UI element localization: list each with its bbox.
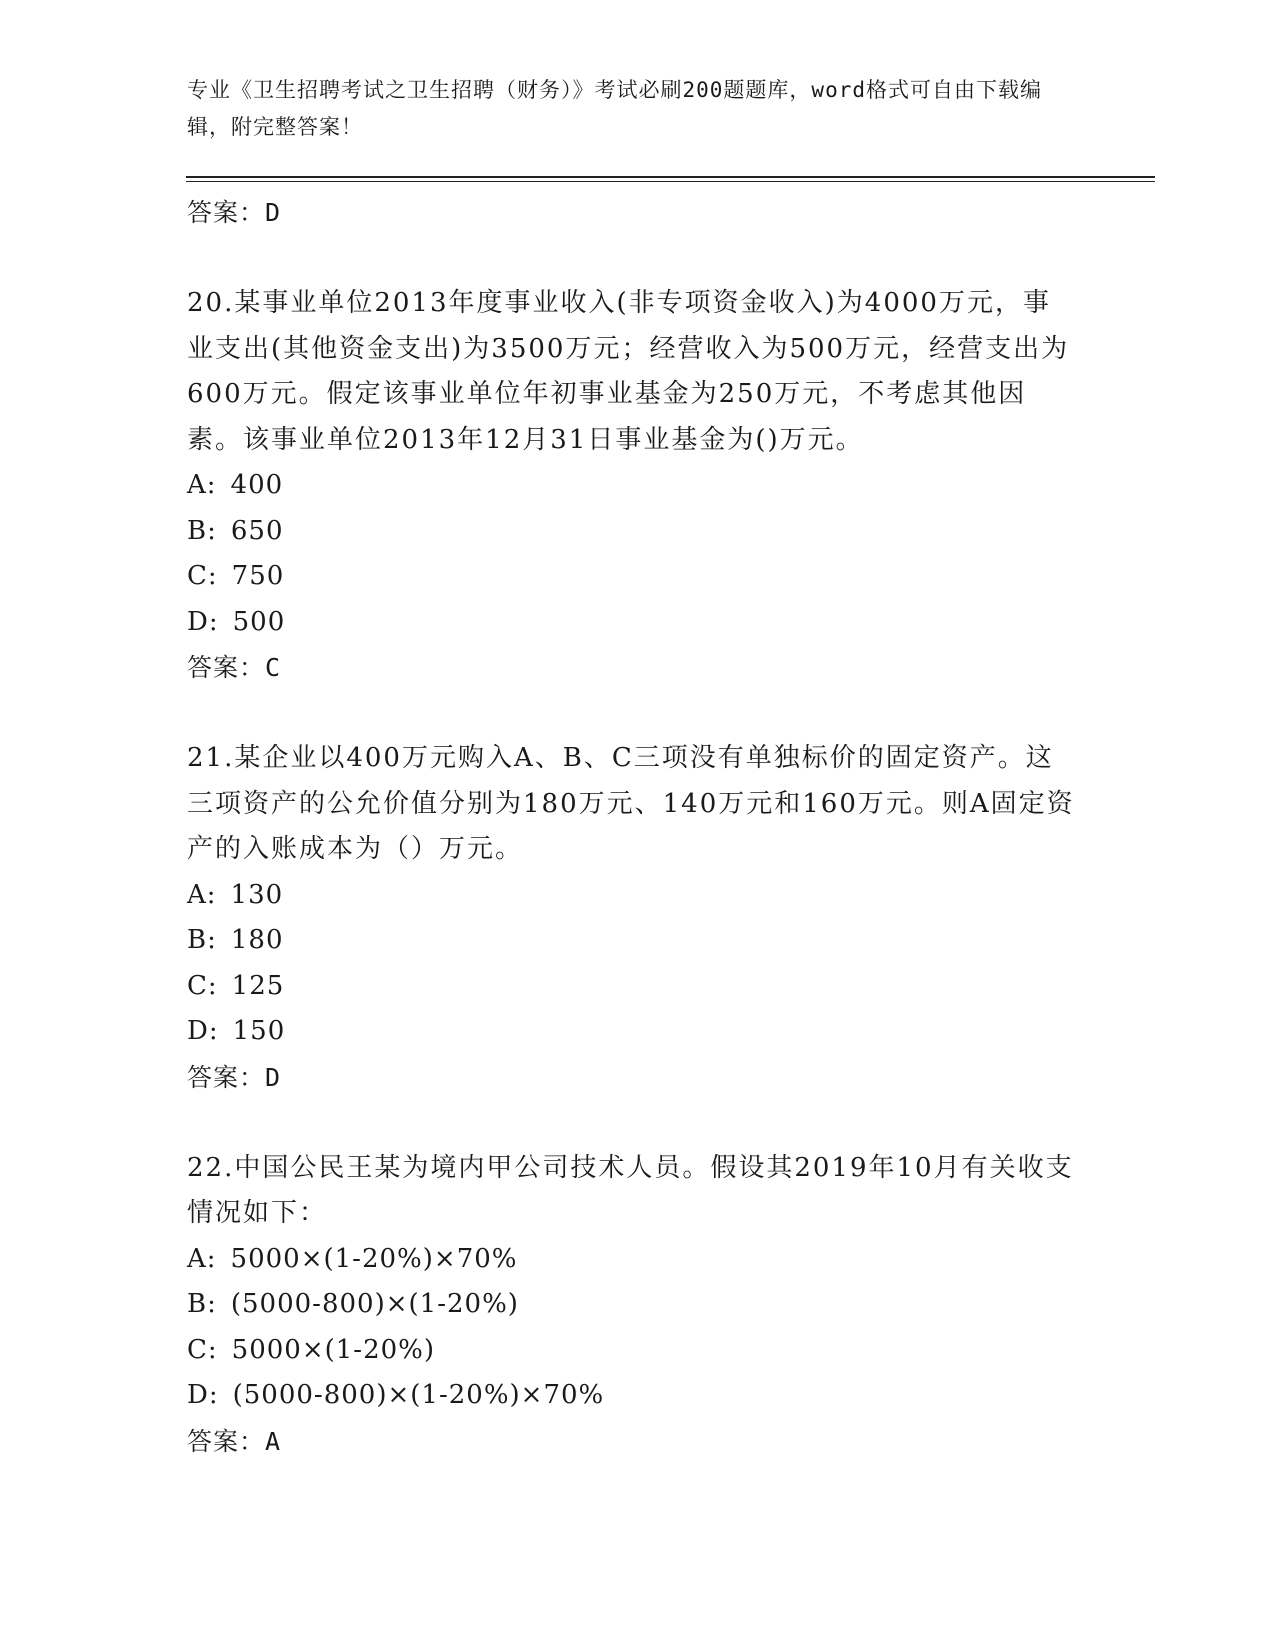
option-d: [187, 1373, 1087, 1419]
option-text: 650: [230, 515, 284, 546]
option-d: [187, 600, 1087, 646]
option-text: 500: [232, 606, 286, 637]
option-c: [187, 1328, 1087, 1374]
option-key: B:: [187, 515, 217, 546]
option-key: D:: [187, 1380, 219, 1410]
option-text: (5000-800)×(1-20%): [230, 1289, 519, 1319]
question-stem: 20.某事业单位2013年度事业收入(非专项资金收入)为4000万元，事业支出(其他资金支出)为3500万元；经营收入为500万元，经营支出为600万元。假定该事业单位年初事业基金为250万元，不考虑其他因素。该事业单位2013年12月31日事业基金为()万元。: [187, 288, 1070, 455]
option-key: C:: [187, 561, 218, 591]
option-c: [187, 554, 1087, 600]
option-key: C:: [187, 970, 218, 1001]
option-a: [187, 1237, 1087, 1283]
option-text: 125: [231, 970, 285, 1001]
option-text: 150: [232, 1016, 286, 1046]
question-22: [187, 1146, 1087, 1464]
option-text: (5000-800)×(1-20%)×70%: [232, 1380, 605, 1410]
option-key: D:: [187, 606, 219, 637]
option-text: 400: [230, 470, 284, 500]
option-d: [187, 1009, 1087, 1055]
header-divider-thick: [186, 176, 1155, 178]
question-stem: 22.中国公民王某为境内甲公司技术人员。假设其2019年10月有关收支情况如下：: [187, 1152, 1074, 1228]
option-text: 5000×(1-20%)×70%: [230, 1243, 518, 1274]
option-text: 130: [230, 879, 284, 910]
option-b: [187, 918, 1087, 964]
option-key: C:: [187, 1334, 218, 1365]
header-divider-thin: [186, 181, 1155, 182]
option-text: 180: [230, 925, 284, 955]
option-key: B:: [187, 1289, 217, 1319]
question-list: [187, 190, 1087, 1464]
option-b: [187, 509, 1087, 555]
option-key: A:: [187, 879, 217, 910]
option-a: [187, 873, 1087, 919]
page-header-title: 专业《卫生招聘考试之卫生招聘（财务）》考试必刷200题题库，word格式可自由下载编辑，附完整答案！: [187, 78, 1042, 139]
option-b: [187, 1282, 1087, 1328]
option-key: B:: [187, 925, 217, 955]
option-text: 5000×(1-20%): [231, 1334, 436, 1365]
option-key: A:: [187, 1243, 217, 1274]
option-key: A:: [187, 470, 217, 500]
question-answer: 答案：A: [187, 1426, 282, 1456]
question-answer: 答案：D: [187, 1062, 282, 1092]
question-stem: 21.某企业以400万元购入A、B、C三项没有单独标价的固定资产。这三项资产的公允价值分别为180万元、140万元和160万元。则A固定资产的入账成本为（）万元。: [187, 743, 1075, 864]
option-a: [187, 463, 1087, 509]
question-answer: 答案：C: [187, 653, 282, 682]
previous-question-answer: 答案：D: [187, 198, 282, 227]
question-20: [187, 281, 1087, 690]
option-key: D:: [187, 1016, 219, 1046]
option-text: 750: [231, 561, 285, 591]
option-c: [187, 964, 1087, 1010]
question-21: [187, 736, 1087, 1100]
